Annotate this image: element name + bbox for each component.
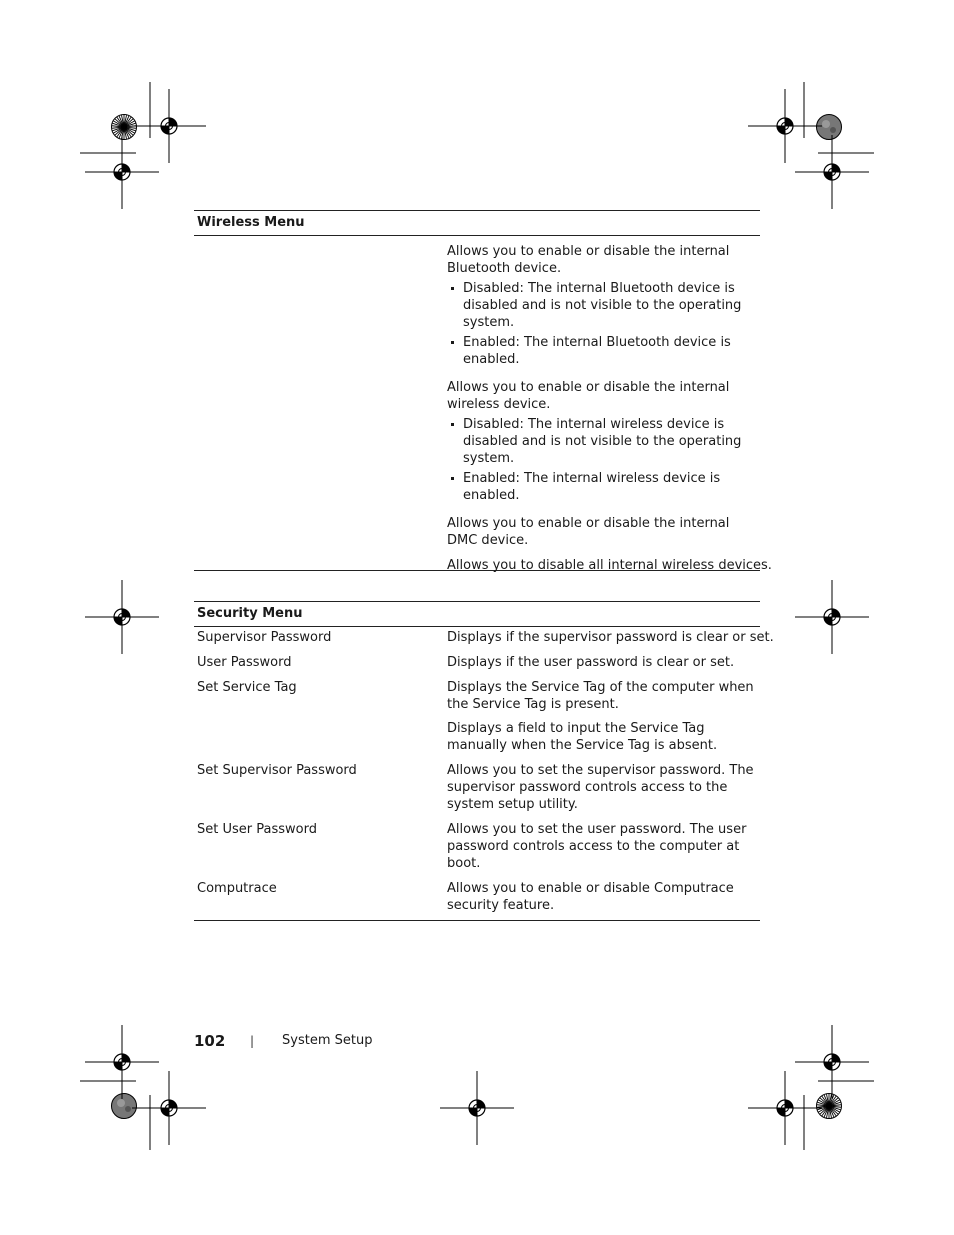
setting-label: Set Supervisor Password xyxy=(197,763,357,778)
bluetooth-description: Allows you to enable or disable the internal Bluetooth device. xyxy=(447,244,730,276)
list-item: Disabled: The internal wireless device is disabled and is not visible to the operating system. xyxy=(461,416,760,467)
page-number: 102 xyxy=(194,1032,226,1050)
table-row xyxy=(194,762,760,813)
list-item: Disabled: The internal Bluetooth device is disabled and is not visible to the operating system. xyxy=(461,280,760,331)
setting-label: Supervisor Password xyxy=(197,630,332,645)
table-row xyxy=(194,654,760,671)
table-row xyxy=(194,880,760,914)
footer-section-title: System Setup xyxy=(282,1033,373,1048)
list-item: Enabled: The internal Bluetooth device is enabled. xyxy=(461,334,760,368)
setting-label: Set Service Tag xyxy=(197,680,297,695)
setting-description: Displays the Service Tag of the computer when the Service Tag is present. xyxy=(447,680,754,712)
bluetooth-options-list xyxy=(447,280,760,368)
list-item: Enabled: The internal wireless device is enabled. xyxy=(461,470,760,504)
table-row xyxy=(194,679,760,754)
security-menu-header: Security Menu xyxy=(194,601,760,627)
wireless-options-list xyxy=(447,416,760,504)
setting-description: Displays a field to input the Service Tag manually when the Service Tag is absent. xyxy=(447,721,718,753)
wireless-menu-body xyxy=(194,236,772,573)
security-menu-body xyxy=(194,627,774,921)
table-row xyxy=(194,821,760,872)
wireless-row-all xyxy=(194,557,772,574)
setting-label: User Password xyxy=(197,655,292,670)
setting-label: Set User Password xyxy=(197,822,317,837)
setting-description: Allows you to enable or disable Computrace security feature. xyxy=(447,881,734,913)
setting-description: Displays if the supervisor password is clear or set. xyxy=(447,630,774,645)
wireless-row-dmc xyxy=(194,515,760,549)
setting-label: Computrace xyxy=(197,881,277,896)
security-menu-table xyxy=(194,601,774,921)
wireless-device-description: Allows you to enable or disable the internal wireless device. xyxy=(447,380,730,412)
setting-description: Displays if the user password is clear or set. xyxy=(447,655,735,670)
table-row xyxy=(194,629,774,646)
setting-description: Allows you to set the user password. The user password controls access to the computer at boot. xyxy=(447,822,747,871)
wireless-row-bluetooth xyxy=(194,243,760,371)
footer-separator: | xyxy=(250,1034,255,1048)
setting-description: Allows you to set the supervisor password. The supervisor password controls access to the system setup utility. xyxy=(447,763,754,812)
wireless-menu-header: Wireless Menu xyxy=(194,210,760,236)
wireless-row-wireless xyxy=(194,379,760,507)
disable-all-description: Allows you to disable all internal wireless devices. xyxy=(447,558,772,573)
dmc-description: Allows you to enable or disable the internal DMC device. xyxy=(447,516,730,548)
wireless-menu-table xyxy=(194,210,772,573)
